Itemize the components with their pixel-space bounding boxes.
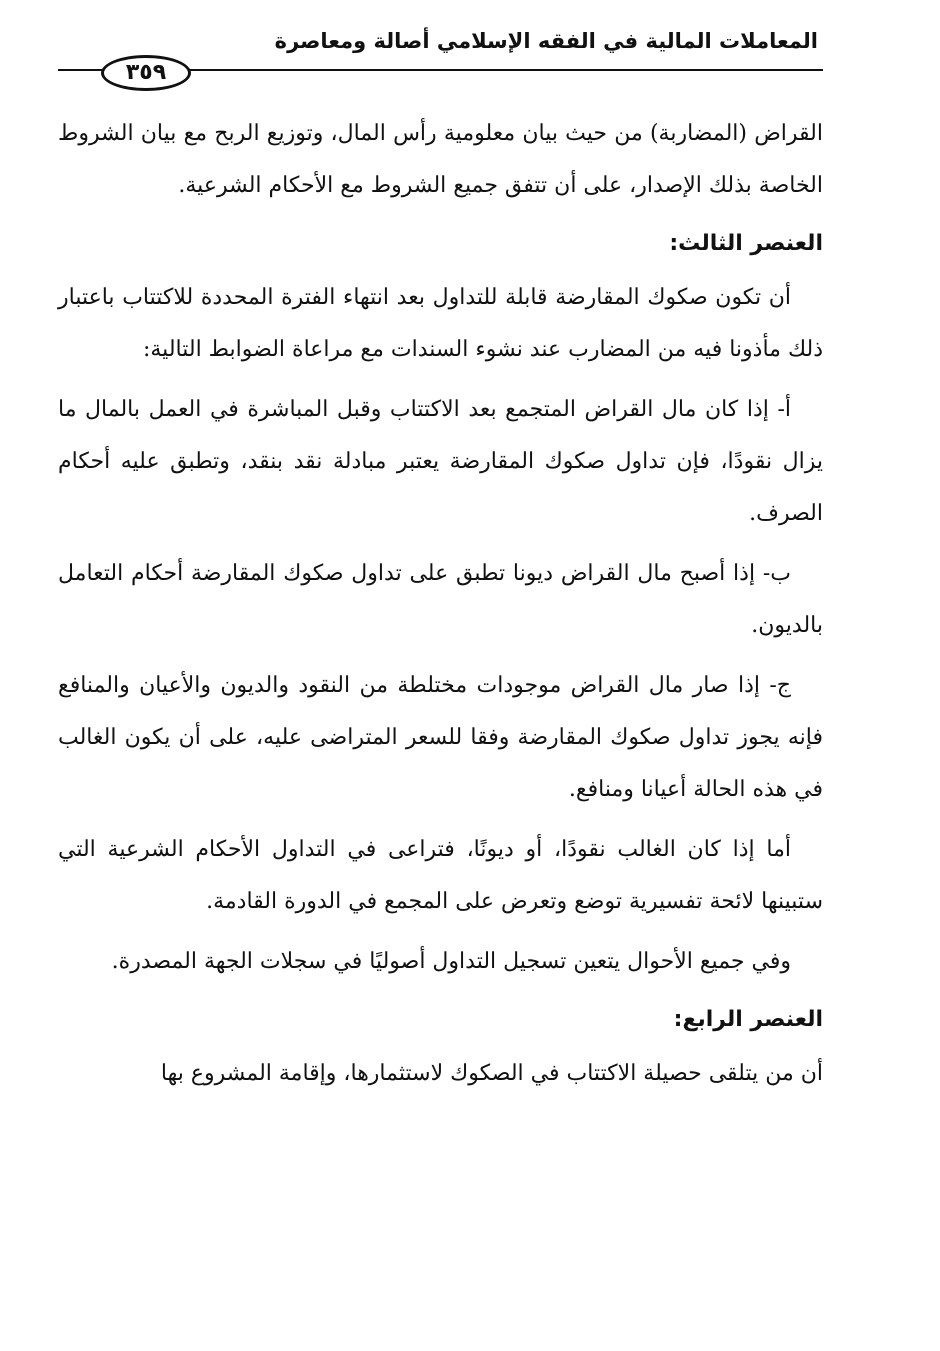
paragraph-4: ب- إذا أصبح مال القراض ديونا تطبق على تداول صكوك المقارضة أحكام التعامل بالديون. — [58, 561, 823, 638]
body-text — [58, 108, 823, 1100]
paragraph-3: أ- إذا كان مال القراض المتجمع بعد الاكتتاب وقبل المباشرة في العمل بالمال ما يزال نقودًا، فإن تداول صكوك المقارضة يعتبر مبادلة نقد بنقد، وتطبق عليه أحكام الصرف. — [58, 397, 823, 526]
section-heading-fourth-element: العنصر الرابع: — [673, 1007, 823, 1032]
paragraph-8: أن من يتلقى حصيلة الاكتتاب في الصكوك لاستثمارها، وإقامة المشروع بها — [160, 1061, 823, 1086]
paragraph-2: أن تكون صكوك المقارضة قابلة للتداول بعد انتهاء الفترة المحددة للاكتتاب باعتبار ذلك مأذونا فيه من المضارب عند نشوء السندات مع مراعاة الضوابط التالية: — [58, 285, 823, 362]
section-heading-third-element: العنصر الثالث: — [669, 231, 823, 256]
paragraph-7: وفي جميع الأحوال يتعين تسجيل التداول أصوليًا في سجلات الجهة المصدرة. — [111, 949, 791, 974]
paragraph-1: القراض (المضاربة) من حيث بيان معلومية رأس المال، وتوزيع الربح مع بيان الشروط الخاصة بذلك الإصدار، على أن تتفق جميع الشروط مع الأحكام الشرعية. — [58, 121, 823, 198]
paragraph-6: أما إذا كان الغالب نقودًا، أو ديونًا، فتراعى في التداول الأحكام الشرعية التي ستبينها لائحة تفسيرية توضع وتعرض على المجمع في الدورة القادمة. — [58, 837, 823, 914]
running-header-title: المعاملات المالية في الفقه الإسلامي أصالة ومعاصرة — [274, 29, 818, 53]
paragraph-5: ج- إذا صار مال القراض موجودات مختلطة من النقود والديون والأعيان والمنافع فإنه يجوز تداول صكوك المقارضة وفقا للسعر المتراضى عليه، على أن يكون الغالب في هذه الحالة أعيانا ومنافع. — [58, 673, 823, 802]
page-number: ٣٥٩ — [101, 55, 191, 91]
